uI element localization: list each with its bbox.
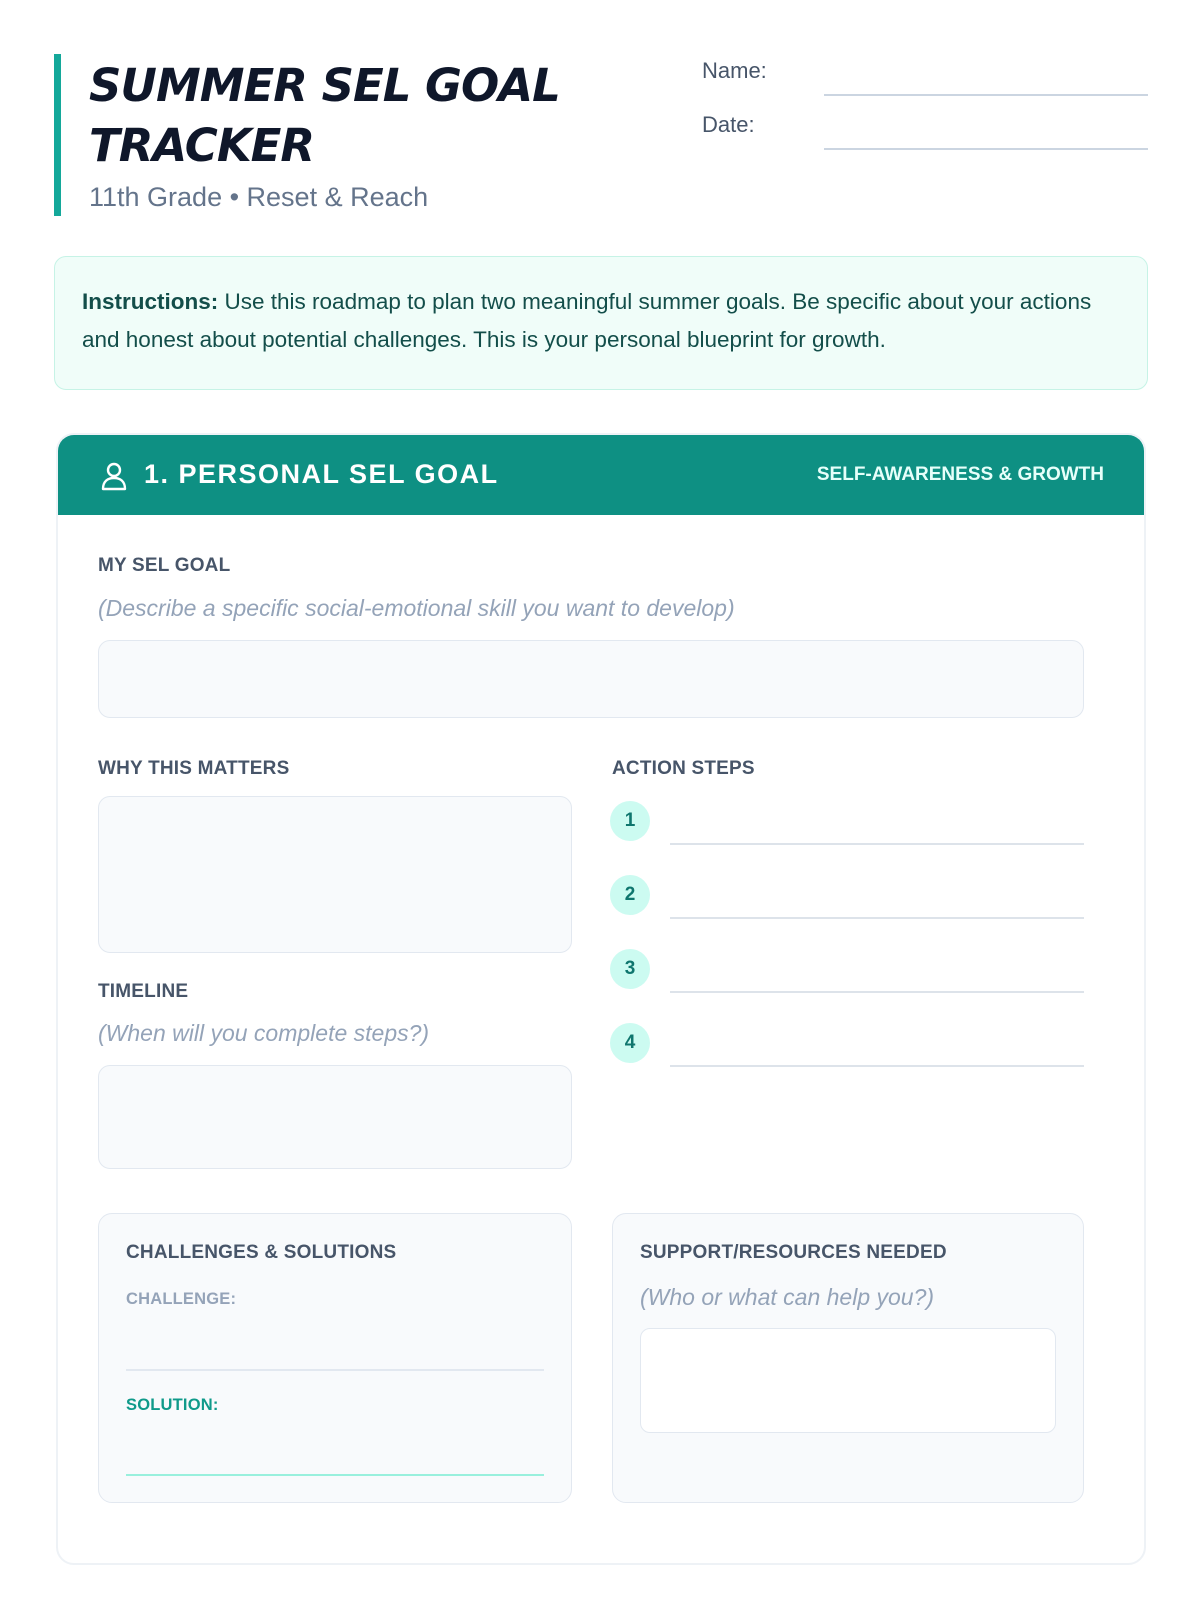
support-label: SUPPORT/RESOURCES NEEDED <box>640 1242 947 1263</box>
section-header <box>58 435 1144 515</box>
support-hint: (Who or what can help you?) <box>640 1284 935 1310</box>
step-number: 4 <box>610 1023 650 1063</box>
section-title: 1. PERSONAL SEL GOAL <box>144 459 499 489</box>
person-icon <box>100 461 128 491</box>
support-card <box>612 1213 1084 1503</box>
step-1-field[interactable] <box>670 843 1084 845</box>
challenges-label: CHALLENGES & SOLUTIONS <box>126 1242 397 1263</box>
name-field[interactable] <box>824 94 1148 96</box>
why-label: WHY THIS MATTERS <box>98 758 290 779</box>
step-3-field[interactable] <box>670 991 1084 993</box>
goal-hint: (Describe a specific social-emotional skill you want to develop) <box>98 595 735 621</box>
goal-input[interactable] <box>98 640 1084 718</box>
title-block <box>54 54 649 216</box>
timeline-label: TIMELINE <box>98 981 189 1002</box>
challenge-field[interactable] <box>126 1369 544 1371</box>
step-2-field[interactable] <box>670 917 1084 919</box>
solution-field[interactable] <box>126 1474 544 1476</box>
instructions-text: Use this roadmap to plan two meaningful summer goals. Be specific about your actions and honest about potential challenges. This is your personal blueprint for growth. <box>82 289 1092 352</box>
goal-label: MY SEL GOAL <box>98 555 231 576</box>
personal-sel-goal-section <box>56 433 1146 1565</box>
challenge-label: CHALLENGE: <box>126 1290 237 1308</box>
instructions-box <box>54 256 1148 390</box>
timeline-hint: (When will you complete steps?) <box>98 1020 430 1046</box>
step-number: 1 <box>610 801 650 841</box>
name-label: Name: <box>702 58 767 83</box>
action-steps-label: ACTION STEPS <box>612 758 755 779</box>
step-4-field[interactable] <box>670 1065 1084 1067</box>
step-number: 2 <box>610 875 650 915</box>
timeline-input[interactable] <box>98 1065 572 1169</box>
challenges-card <box>98 1213 572 1503</box>
name-row <box>702 58 1148 112</box>
page-header <box>54 54 1148 216</box>
support-input[interactable] <box>640 1328 1056 1433</box>
student-info <box>702 58 1148 166</box>
page-title: SUMMER SEL GOAL TRACKER <box>89 59 560 172</box>
date-row <box>702 112 1148 166</box>
step-number: 3 <box>610 949 650 989</box>
instructions-label: Instructions: <box>82 289 219 314</box>
page-subtitle: 11th Grade • Reset & Reach <box>89 182 429 212</box>
date-field[interactable] <box>824 148 1148 150</box>
section-tag: SELF-AWARENESS & GROWTH <box>816 464 1104 485</box>
why-input[interactable] <box>98 796 572 953</box>
solution-label: SOLUTION: <box>126 1396 219 1414</box>
date-label: Date: <box>702 112 755 137</box>
